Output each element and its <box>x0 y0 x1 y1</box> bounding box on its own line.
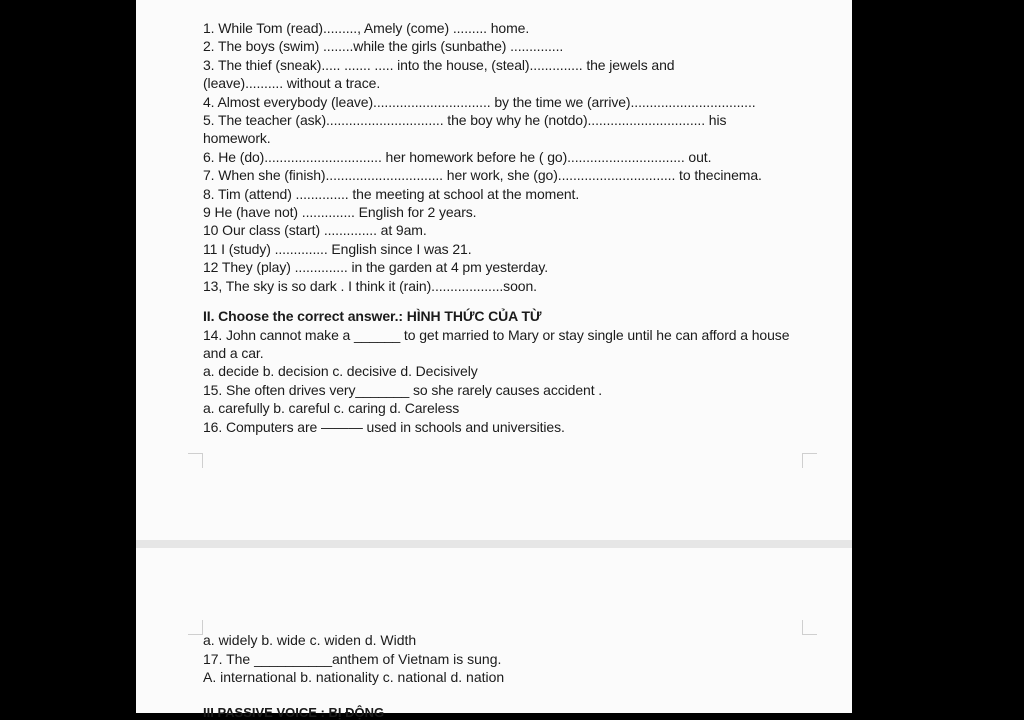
document-page <box>136 0 852 720</box>
margin-corner-mark <box>188 453 203 468</box>
page-1-content <box>203 19 813 436</box>
cutoff-section-heading: III PASSIVE VOICE : BỊ ĐỘNG <box>203 705 385 720</box>
exercise-line-9: 9 He (have not) .............. English for 2 years. <box>203 204 477 221</box>
margin-corner-mark <box>188 620 203 635</box>
exercise-line-5-cont: homework. <box>203 130 271 147</box>
question-16-options: a. widely b. wide c. widen d. Width <box>203 632 417 648</box>
exercise-line-11: 11 I (study) .............. English since I was 21. <box>203 240 472 257</box>
section-heading: II. Choose the correct answer.: HÌNH THỨC CỦA TỪ <box>203 308 542 325</box>
exercise-line-12: 12 They (play) .............. in the garden at 4 pm yesterday. <box>203 259 549 276</box>
exercise-line-10: 10 Our class (start) .............. at 9am. <box>203 222 427 239</box>
exercise-line-3: 3. The thief (sneak)..... ....... ..... into the house, (steal).............. the jewels and <box>203 56 675 73</box>
question-14-options: a. decide b. decision c. decisive d. Decisively <box>203 363 478 380</box>
exercise-line-5: 5. The teacher (ask)............................... the boy why he (notdo)............................... his <box>203 112 727 129</box>
exercise-line-3-cont: (leave).......... without a trace. <box>203 75 381 92</box>
exercise-line-13: 13, The sky is so dark . I think it (rain)...................soon. <box>203 277 537 294</box>
question-15: 15. She often drives very_______ so she rarely causes accident . <box>203 381 603 398</box>
question-17-options: A. international b. nationality c. national d. nation <box>203 669 505 685</box>
margin-corner-mark <box>802 453 817 468</box>
exercise-line-7: 7. When she (finish)............................... her work, she (go)............................... to thecinema. <box>203 167 762 184</box>
exercise-line-2: 2. The boys (swim) ........while the girls (sunbathe) .............. <box>203 38 564 55</box>
question-14: 14. John cannot make a ______ to get married to Mary or stay single until he can afford a house and a car. <box>203 326 790 361</box>
exercise-line-4: 4. Almost everybody (leave)............................... by the time we (arrive)................................. <box>203 93 756 110</box>
exercise-line-1: 1. While Tom (read)........., Amely (come) ......... home. <box>203 20 530 36</box>
question-16: 16. Computers are ——— used in schools and universities. <box>203 418 565 435</box>
page-break <box>136 540 852 548</box>
question-15-options: a. carefully b. careful c. caring d. Careless <box>203 400 460 417</box>
question-17: 17. The __________anthem of Vietnam is sung. <box>203 650 502 667</box>
page-2-content <box>203 631 813 687</box>
exercise-line-8: 8. Tim (attend) .............. the meeting at school at the moment. <box>203 185 580 202</box>
exercise-line-6: 6. He (do)............................... her homework before he ( go)............................... out. <box>203 148 712 165</box>
